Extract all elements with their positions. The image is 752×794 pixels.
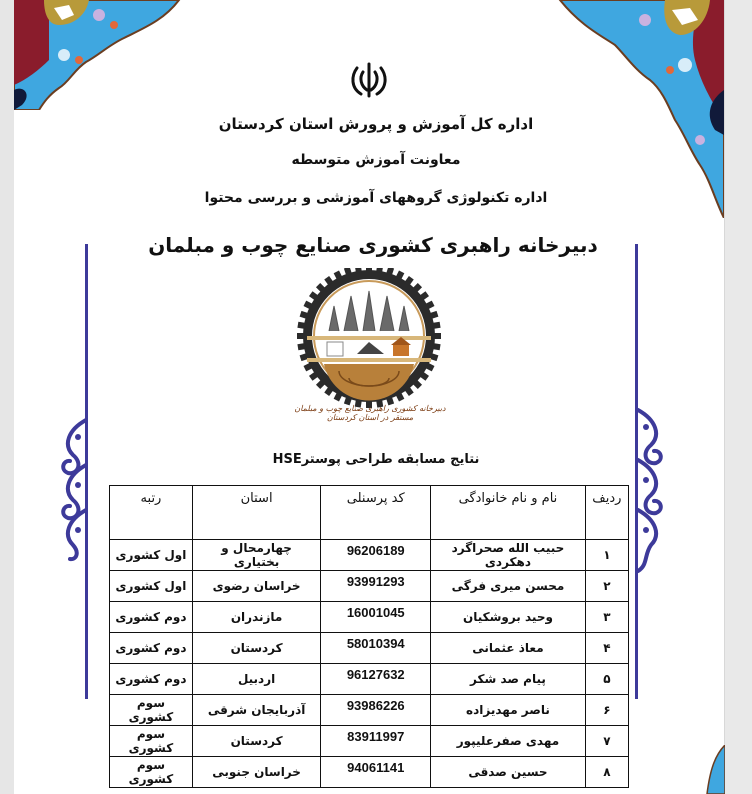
cell-name: مهدی صفرعلیپور <box>431 726 586 757</box>
cell-code: 83911997 <box>321 726 431 757</box>
cell-name: حبیب الله صحراگرد دهکردی <box>431 540 586 571</box>
saw-tooth-icon <box>297 343 306 350</box>
cell-code: 93986226 <box>321 695 431 726</box>
cell-province: خراسان رضوی <box>192 571 320 602</box>
cell-name: معاذ عثمانی <box>431 633 586 664</box>
corner-ornament-top-left-icon <box>14 0 184 110</box>
cell-name: ناصر مهدیزاده <box>431 695 586 726</box>
cell-province: کردستان <box>192 726 320 757</box>
table-row <box>110 664 629 695</box>
table-row <box>110 633 629 664</box>
corner-ornament-top-right-icon <box>550 0 724 218</box>
saw-tooth-icon <box>432 343 441 350</box>
cell-rank: دوم کشوری <box>110 664 193 695</box>
table-title: نتایج مسابقه طراحی پوسترHSE <box>272 452 480 467</box>
cell-row-number: ۴ <box>585 633 628 664</box>
cell-row-number: ۸ <box>585 757 628 788</box>
table-row <box>110 571 629 602</box>
cell-rank: اول کشوری <box>110 571 193 602</box>
iran-emblem-icon <box>349 62 389 100</box>
table-row <box>110 757 629 788</box>
header-name: نام و نام خانوادگی <box>431 486 586 540</box>
header-rank: رتبه <box>110 486 193 540</box>
page-title: دبیرخانه راهبری کشوری صنایع چوب و مبلمان <box>148 233 598 257</box>
table-row <box>110 540 629 571</box>
saw-tooth-icon <box>297 322 306 329</box>
right-scroll-ornament-icon <box>636 405 666 575</box>
cell-code: 94061141 <box>321 757 431 788</box>
left-scroll-ornament-icon <box>58 415 88 565</box>
cell-rank: سوم کشوری <box>110 726 193 757</box>
cell-row-number: ۲ <box>585 571 628 602</box>
cell-name: محسن میری فرگی <box>431 571 586 602</box>
cell-province: اردبیل <box>192 664 320 695</box>
header-line-2: معاونت آموزش متوسطه <box>291 152 461 168</box>
cell-code: 93991293 <box>321 571 431 602</box>
cell-province: خراسان جنوبی <box>192 757 320 788</box>
cell-row-number: ۱ <box>585 540 628 571</box>
cell-code: 96206189 <box>321 540 431 571</box>
cell-province: چهارمحال و بختیاری <box>192 540 320 571</box>
cell-code: 58010394 <box>321 633 431 664</box>
cell-rank: دوم کشوری <box>110 602 193 633</box>
table-header-row <box>110 486 629 540</box>
cell-code: 96127632 <box>321 664 431 695</box>
cell-code: 16001045 <box>321 602 431 633</box>
cell-province: آذربایجان شرقی <box>192 695 320 726</box>
header-line-3: اداره تکنولوژی گروههای آموزشی و بررسی محتوا <box>204 190 548 206</box>
corner-ornament-bottom-right-icon <box>705 745 725 794</box>
cell-row-number: ۵ <box>585 664 628 695</box>
header-code: کد پرسنلی <box>321 486 431 540</box>
cell-row-number: ۶ <box>585 695 628 726</box>
cell-rank: اول کشوری <box>110 540 193 571</box>
saw-tooth-icon <box>366 268 372 272</box>
header-row-number: ردیف <box>585 486 628 540</box>
table-row <box>110 726 629 757</box>
cell-rank: سوم کشوری <box>110 695 193 726</box>
cell-name: پیام صد شکر <box>431 664 586 695</box>
cell-name: حسین صدقی <box>431 757 586 788</box>
header-province: استان <box>192 486 320 540</box>
saw-tooth-icon <box>297 333 305 339</box>
cell-row-number: ۷ <box>585 726 628 757</box>
results-table <box>109 485 629 788</box>
cell-row-number: ۳ <box>585 602 628 633</box>
cell-province: مازندران <box>192 602 320 633</box>
saw-tooth-icon <box>433 333 441 339</box>
logo-caption: دبیرخانه کشوری راهبری صنایع چوب و مبلمان مستقر در استان کردستان <box>294 404 446 422</box>
cell-name: وحید بروشکیان <box>431 602 586 633</box>
header-line-1: اداره کل آموزش و پرورش استان کردستان <box>218 115 534 133</box>
cell-rank: سوم کشوری <box>110 757 193 788</box>
cell-province: کردستان <box>192 633 320 664</box>
table-row <box>110 602 629 633</box>
table-row <box>110 695 629 726</box>
saw-tooth-icon <box>432 322 441 329</box>
cell-rank: دوم کشوری <box>110 633 193 664</box>
